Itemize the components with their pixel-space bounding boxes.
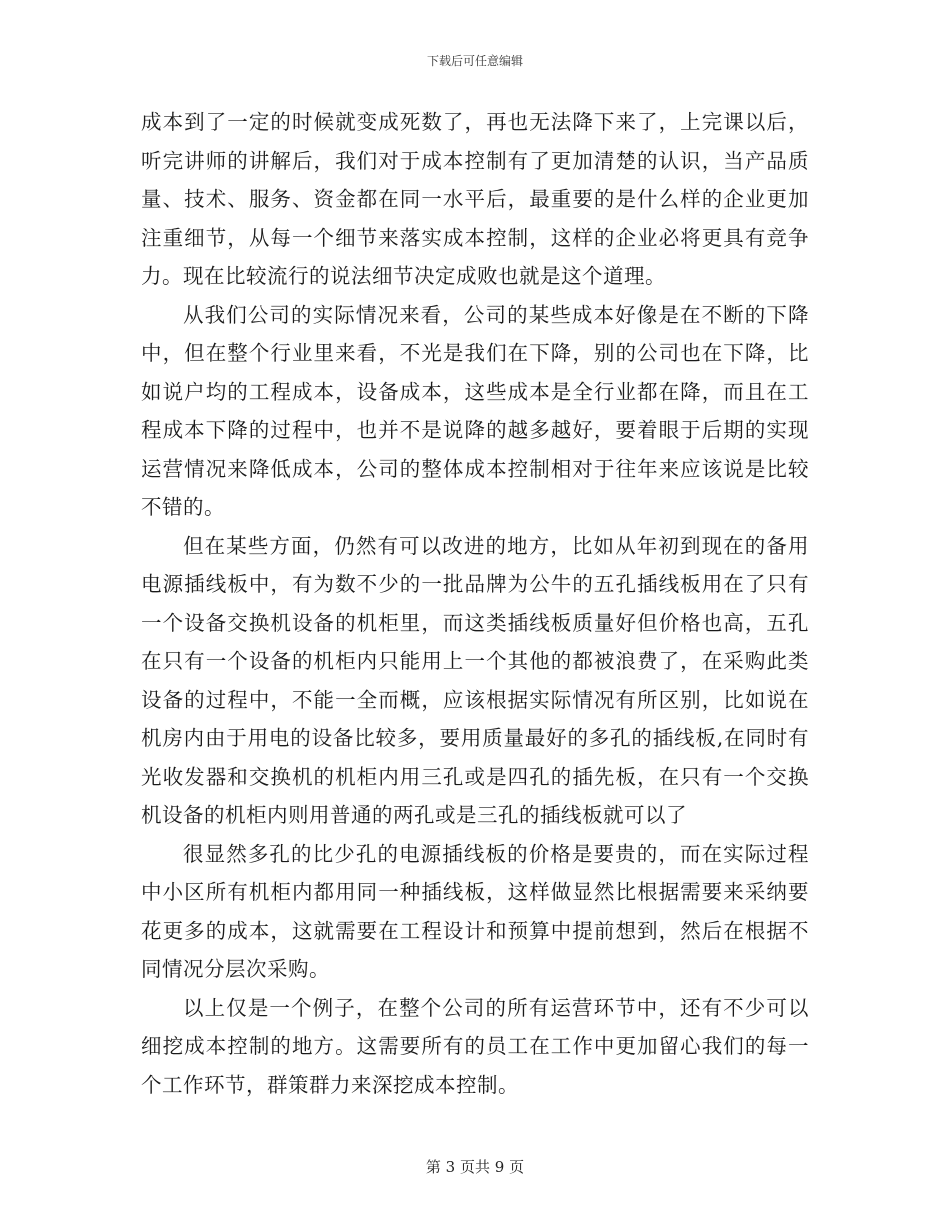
page-header: 下载后可任意编辑: [426, 54, 523, 68]
paragraph: 从我们公司的实际情况来看，公司的某些成本好像是在不断的下降中，但在整个行业里来看，不光是我们在下降，别的公司也在下降，比如说户均的工程成本，设备成本，这些成本是全行业都在降，而且在工程成本下降的过程中，也并不是说降的越多越好，要着眼于后期的实现运营情况来降低成本，公司的整体成本控制相对于往年来应该说是比较不错的。: [141, 302, 809, 519]
paragraph: 但在某些方面，仍然有可以改进的地方，比如从年初到现在的备用电源插线板中，有为数不少的一批品牌为公牛的五孔插线板用在了只有一个设备交换机设备的机柜里，而这类插线板质量好但价格也高，五孔在只有一个设备的机柜内只能用上一个其他的都被浪费了，在采购此类设备的过程中，不能一全而概，应该根据实际情况有所区别，比如说在机房内由于用电的设备比较多，要用质量最好的多孔的插线板,在同时有光收发器和交换机的机柜内用三孔或是四孔的插先板，在只有一个交换机设备的机柜内则用普通的两孔或是三孔的插线板就可以了: [141, 533, 809, 827]
paragraph: 很显然多孔的比少孔的电源插线板的价格是要贵的，而在实际过程中小区所有机柜内都用同一种插线板，这样做显然比根据需要来采纳要花更多的成本，这就需要在工程设计和预算中提前想到，然后在根据不同情况分层次采购。: [141, 841, 809, 981]
page-number: 第 3 页共 9 页: [425, 1158, 525, 1176]
paragraph: 以上仅是一个例子，在整个公司的所有运营环节中，还有不少可以细挖成本控制的地方。这需要所有的员工在工作中更加留心我们的每一个工作环节，群策群力来深挖成本控制。: [141, 995, 809, 1097]
document-body: [141, 103, 809, 1104]
paragraph-continuation: 成本到了一定的时候就变成死数了，再也无法降下来了，上完课以后，听完讲师的讲解后，我们对于成本控制有了更加清楚的认识，当产品质量、技术、服务、资金都在同一水平后，最重要的是什么样的企业更加注重细节，从每一个细节来落实成本控制，这样的企业必将更具有竞争力。现在比较流行的说法细节决定成败也就是这个道理。: [141, 110, 809, 288]
